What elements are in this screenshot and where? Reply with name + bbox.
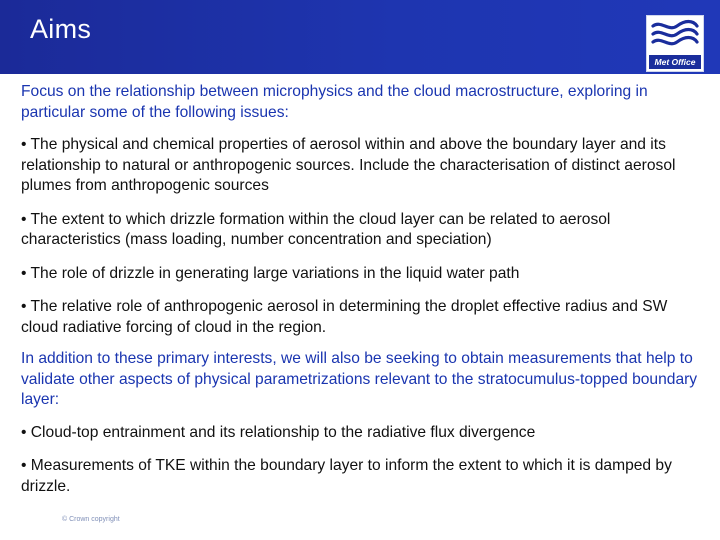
bullet-drizzle-formation: • The extent to which drizzle formation within the cloud layer can be related to aerosol characteristics (mass loading, number concentration and speciation) — [21, 210, 611, 248]
slide-body — [21, 82, 706, 497]
met-office-logo — [646, 15, 704, 72]
bullet-aerosol-properties: • The physical and chemical properties of aerosol within and above the boundary layer and its relationship to natural or anthropogenic sources. Include the characterisation of distinct aerosol plumes from anthropogenic sources — [21, 136, 676, 194]
bullet-anthropogenic-aerosol: • The relative role of anthropogenic aerosol in determining the droplet effective radius and SW cloud radiative forcing of cloud in the region. — [21, 298, 668, 336]
bullet-drizzle-lwp: • The role of drizzle in generating large variations in the liquid water path — [21, 264, 520, 282]
logo-label: Met Office — [649, 55, 701, 69]
slide-title: Aims — [30, 14, 92, 44]
intro-text: Focus on the relationship between microphysics and the cloud macrostructure, exploring in particular some of the following issues: — [21, 83, 648, 121]
bullet-entrainment: • Cloud-top entrainment and its relationship to the radiative flux divergence — [21, 423, 536, 441]
bullet-tke: • Measurements of TKE within the boundary layer to inform the extent to which it is damped by drizzle. — [21, 457, 672, 495]
copyright-footer: © Crown copyright — [62, 516, 120, 523]
secondary-intro-text: In addition to these primary interests, we will also be seeking to obtain measurements that help to validate other aspects of physical parametrizations relevant to the stratocumulus-topped boundary layer: — [21, 350, 698, 408]
slide-header — [0, 0, 720, 74]
wave-icon — [649, 18, 701, 53]
